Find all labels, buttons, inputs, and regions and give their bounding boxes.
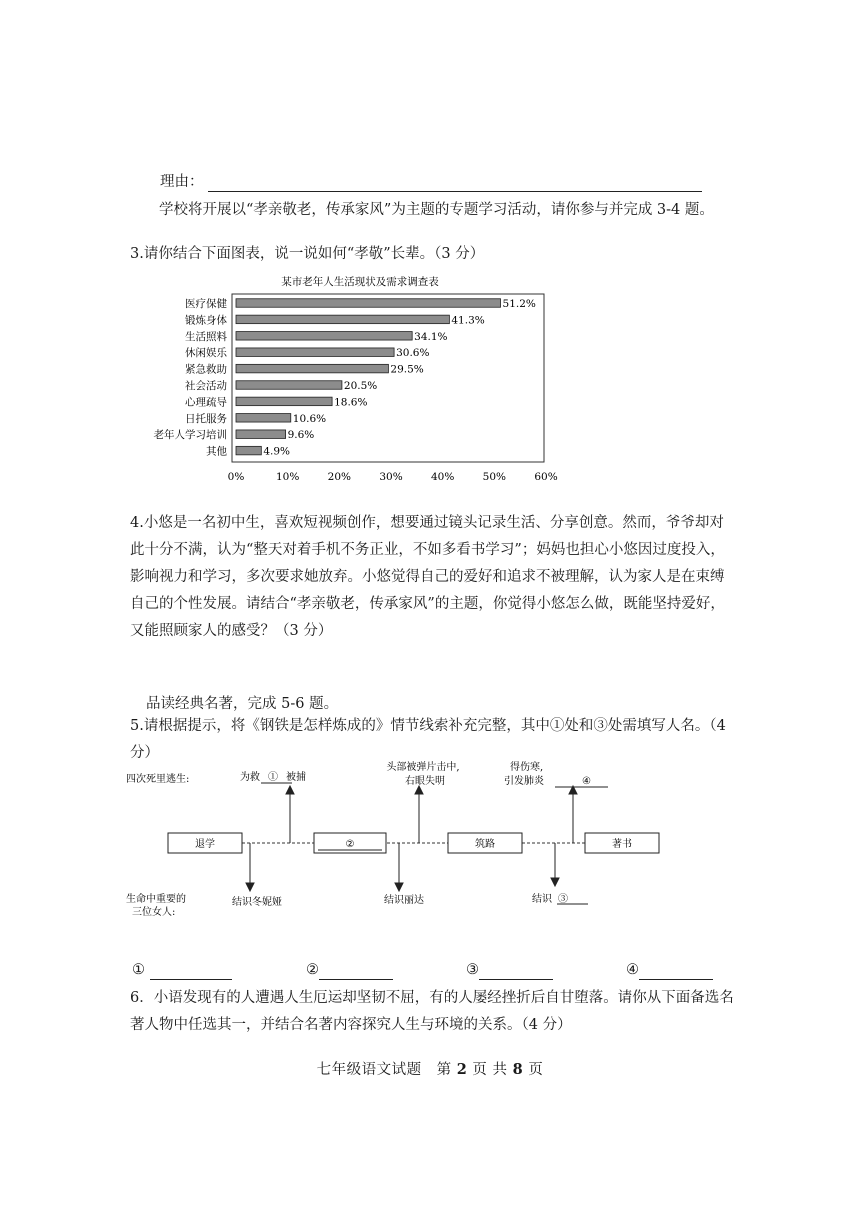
x-tick-label: 40% <box>430 471 455 483</box>
x-tick-label: 0% <box>227 471 245 483</box>
classics-intro: 品读经典名著，完成 5-6 题。 <box>146 696 339 712</box>
blank-3-line <box>479 965 553 980</box>
box-blank-2-label: ② <box>345 839 355 850</box>
bar <box>236 414 291 423</box>
category-label: 日托服务 <box>185 412 227 425</box>
data-label: 18.6% <box>334 396 368 409</box>
category-label: 心理疏导 <box>185 396 227 409</box>
page-total: 8 <box>512 1061 524 1078</box>
data-label: 9.6% <box>287 429 315 442</box>
x-tick-label: 50% <box>482 471 507 483</box>
category-label: 社会活动 <box>185 380 227 392</box>
bar <box>236 299 501 308</box>
data-label: 30.6% <box>396 347 430 360</box>
survey-bar-chart <box>120 268 570 486</box>
reason-label: 理由： <box>160 174 204 190</box>
question-3: 3.请你结合下面图表，说一说如何“孝敬”长辈。（3 分） <box>130 246 485 262</box>
data-label: 34.1% <box>414 330 448 343</box>
escape-2-line1: 头部被弹片击中, <box>386 762 460 773</box>
escape-3-line2: 引发肺炎 <box>504 776 544 787</box>
blank-3: ③ <box>466 960 553 980</box>
category-label: 休闲娱乐 <box>185 347 227 360</box>
escape-3-line1: 得伤寒, <box>510 762 544 773</box>
data-label: 29.5% <box>390 363 424 376</box>
x-tick-label: 30% <box>379 471 403 483</box>
category-label: 医疗保健 <box>185 298 227 310</box>
bar <box>236 430 286 439</box>
woman-2: 结识丽达 <box>384 895 424 906</box>
data-label: 4.9% <box>263 445 291 458</box>
escape-1: 为救 ① 被捕 <box>240 772 306 783</box>
x-tick-label: 10% <box>275 471 300 483</box>
data-label: 10.6% <box>292 412 327 425</box>
question-6: 6．小语发现有的人遭遇人生厄运却坚韧不屈，有的人屡经挫折后自甘堕落。请你从下面备选名著人物中任选其一，并结合名著内容探究人生与环境的关系。（4 分） <box>130 990 734 1033</box>
page-footer: 七年级语文试题 第 2 页 共 8 页 <box>316 1061 544 1078</box>
page-number: 2 <box>456 1061 468 1078</box>
blank-4-line <box>639 965 713 980</box>
category-label: 锻炼身体 <box>185 314 227 327</box>
data-label: 20.5% <box>343 380 378 392</box>
blank-1-line <box>150 965 232 980</box>
bar <box>236 446 261 455</box>
woman-3: 结识 ③ <box>532 894 568 905</box>
x-tick-label: 20% <box>327 471 352 483</box>
women-label-line2: 三位女人: <box>132 907 176 918</box>
category-label: 其他 <box>206 445 227 458</box>
women-label-line1: 生命中重要的 <box>126 894 186 905</box>
box-road-label: 筑路 <box>475 839 495 850</box>
bar <box>236 315 449 324</box>
question-5: 5.请根据提示，将《钢铁是怎样炼成的》情节线索补充完整，其中①处和③处需填写人名。（4 分） <box>130 718 726 761</box>
reason-answer-line <box>208 175 702 192</box>
question-4: 4.小悠是一名初中生，喜欢短视频创作，想要通过镜头记录生活、分享创意。然而，爷爷却对此十分不满，认为“整天对着手机不务正业，不如多看书学习”；妈妈也担心小悠因过度投入，影响视力和学习，多次要求她放弃。小悠觉得自己的爱好和追求不被理解，认为家人是在束缚自己的个性发展。请结合“孝亲敬老，传承家风”的主题，你觉得小悠怎么做，既能坚持爱好，又能照顾家人的感受？（3 分） <box>130 515 725 639</box>
blank-2: ② <box>306 960 393 980</box>
escape-label: 四次死里逃生: <box>126 774 190 785</box>
data-label: 41.3% <box>451 314 485 327</box>
bar <box>236 332 412 341</box>
reason-row <box>160 172 702 192</box>
x-tick-label: 60% <box>534 471 558 483</box>
activity-intro: 学校将开展以“孝亲敬老，传承家风”为主题的专题学习活动，请你参与并完成 3-4 题。 <box>159 202 714 218</box>
bar <box>236 364 388 373</box>
bar <box>236 348 394 357</box>
woman-1: 结识冬妮娅 <box>232 897 282 908</box>
chart-title: 某市老年人生活现状及需求调查表 <box>281 276 439 288</box>
blank-1: ① <box>132 960 232 980</box>
plot-timeline-diagram <box>120 758 680 920</box>
bar <box>236 397 332 406</box>
box-dropout-label: 退学 <box>195 839 215 850</box>
bar <box>236 381 342 390</box>
escape-3-mark: ④ <box>582 776 591 787</box>
blank-2-line <box>319 965 393 980</box>
category-label: 紧急救助 <box>185 363 227 376</box>
escape-2-line2: 右眼失明 <box>405 776 445 787</box>
category-label: 生活照料 <box>185 330 227 343</box>
box-writing-label: 著书 <box>612 839 632 850</box>
data-label: 51.2% <box>502 298 536 310</box>
blank-4: ④ <box>626 960 713 980</box>
category-label: 老年人学习培训 <box>153 429 227 442</box>
